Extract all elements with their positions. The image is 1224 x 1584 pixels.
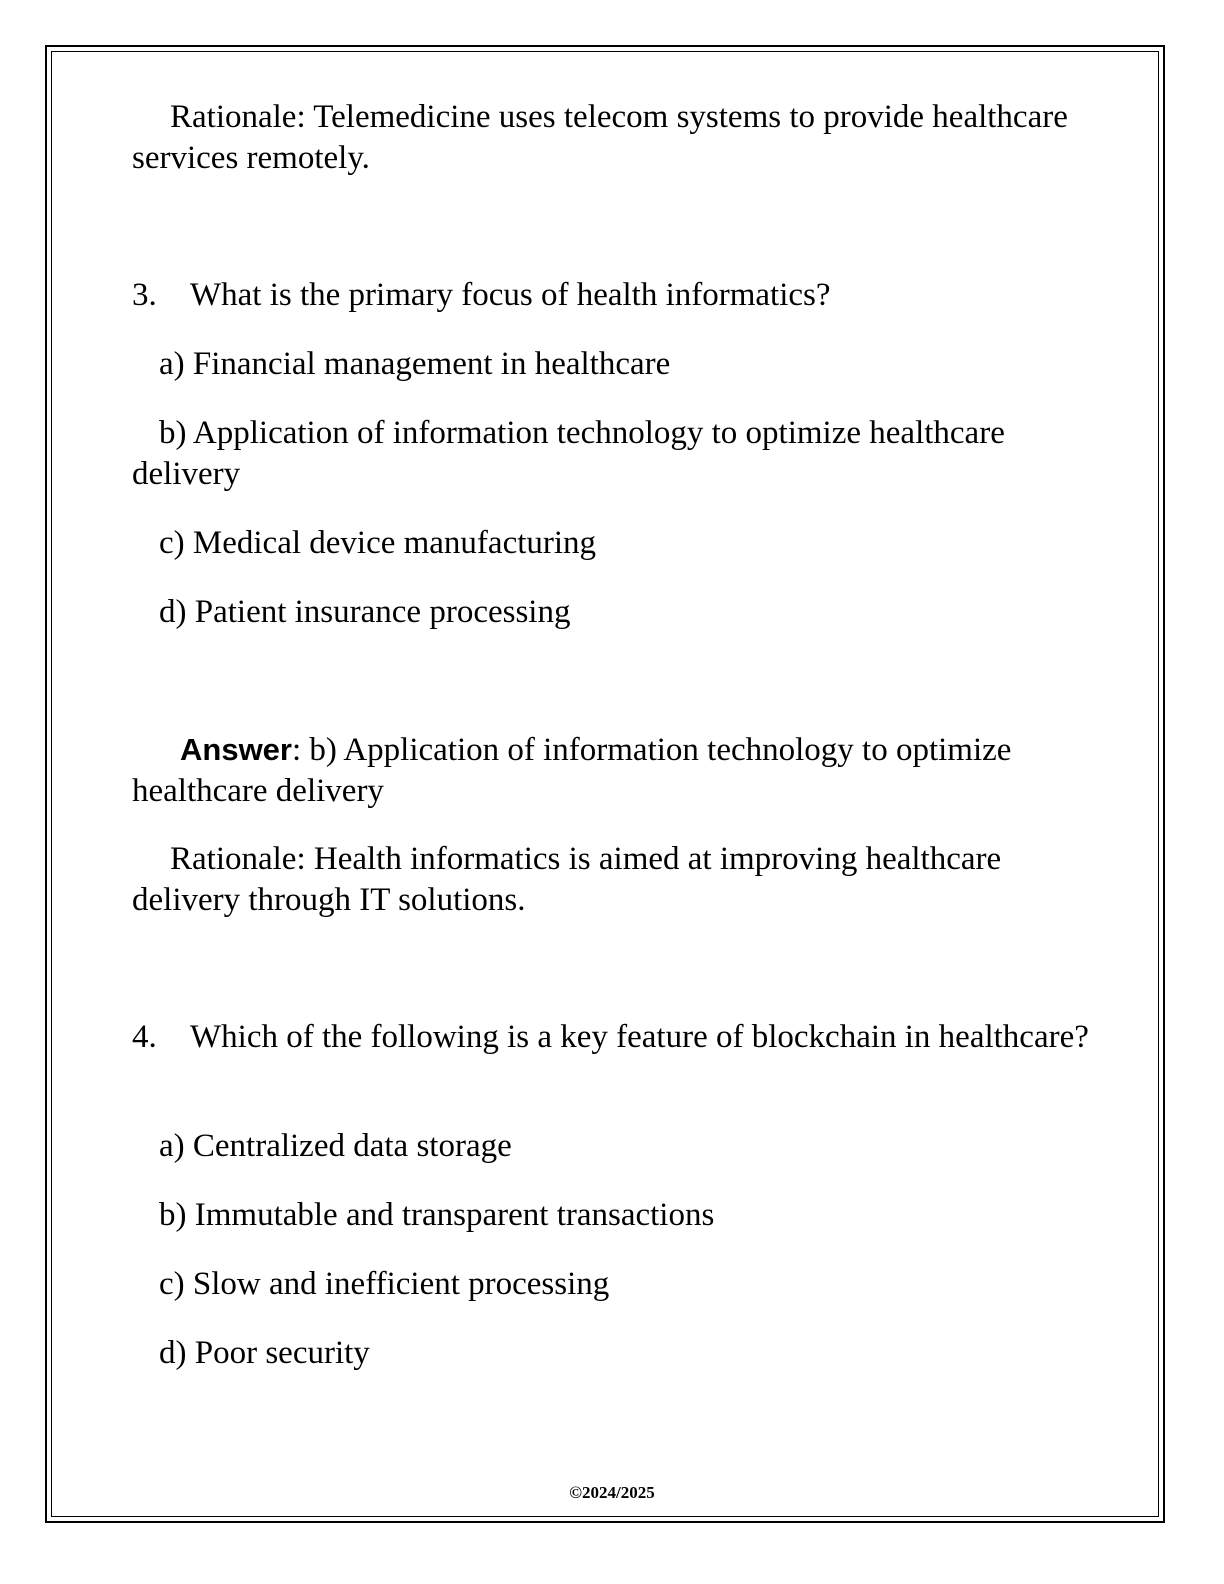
option-3c: c) Medical device manufacturing	[159, 525, 597, 561]
answer-text: : b) Application of information technology to optimize healthcare delivery	[132, 732, 1012, 809]
option-4a: a) Centralized data storage	[159, 1128, 512, 1164]
question-text: What is the primary focus of health informatics?	[190, 277, 831, 313]
answer-3	[132, 729, 1092, 812]
copyright-footer: ©2024/2025	[569, 1483, 655, 1502]
rationale-q2: Rationale: Telemedicine uses telecom systems to provide healthcare services remotely.	[132, 99, 1068, 176]
question-3	[132, 275, 1092, 316]
question-text: Which of the following is a key feature of blockchain in healthcare?	[190, 1019, 1089, 1055]
option-4c: c) Slow and inefficient processing	[159, 1266, 610, 1302]
answer-label: Answer	[180, 732, 292, 767]
option-4b: b) Immutable and transparent transactions	[159, 1197, 715, 1233]
rationale-q3: Rationale: Health informatics is aimed at improving healthcare delivery through IT solutions.	[132, 841, 1002, 918]
question-number: 3.	[132, 277, 157, 313]
option-4d: d) Poor security	[159, 1335, 370, 1371]
option-3b: b) Application of information technology to optimize healthcare delivery	[132, 415, 1005, 492]
option-3d: d) Patient insurance processing	[159, 594, 571, 630]
question-4	[132, 1017, 1092, 1058]
question-number: 4.	[132, 1019, 157, 1055]
option-3a: a) Financial management in healthcare	[159, 346, 671, 382]
